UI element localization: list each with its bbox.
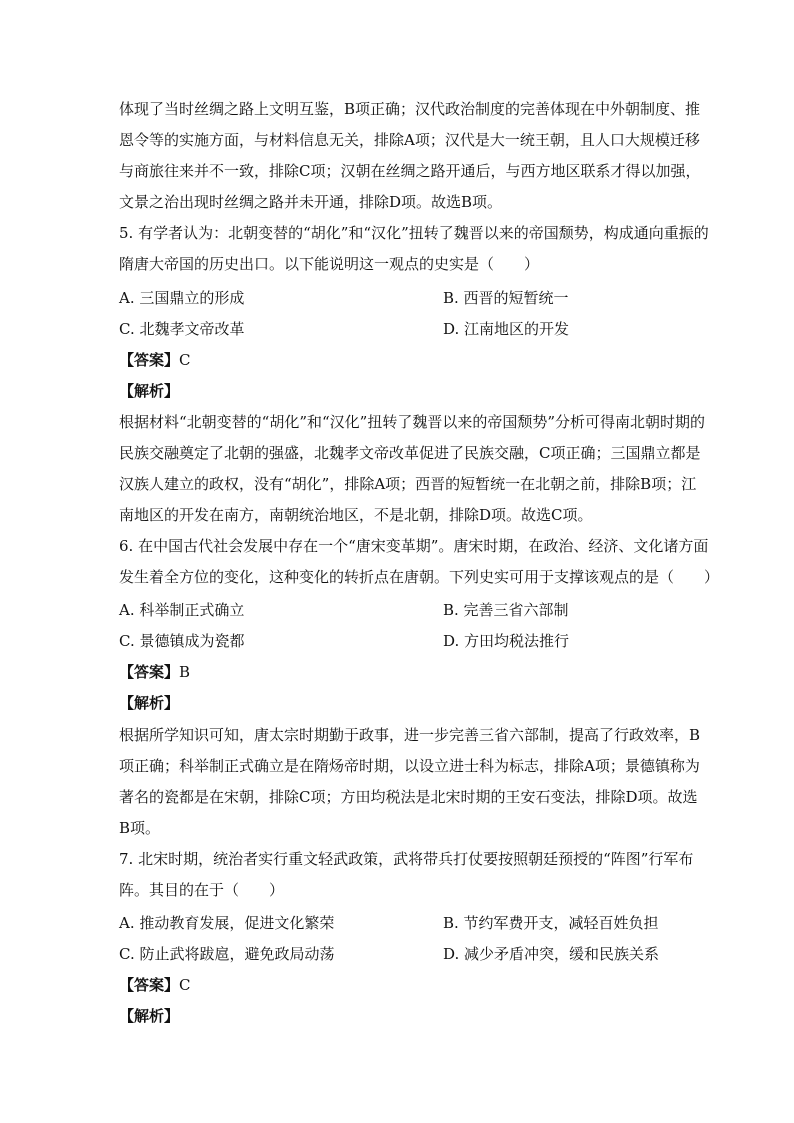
q5-analysis-label xyxy=(119,380,179,402)
q5-option-a: A. 三国鼎立的形成 xyxy=(119,289,245,307)
q6-option-a: A. 科举制正式确立 xyxy=(119,601,245,619)
q5-analysis-line: 南地区的开发在南方，南朝统治地区，不是北朝，排除D项。故选C项。 xyxy=(119,506,593,524)
q6-analysis-line: 根据所学知识可知，唐太宗时期勤于政事，进一步完善三省六部制，提高了行政效率，B xyxy=(119,726,701,744)
answer-label: 【答案】 xyxy=(119,663,180,681)
answer-value: C xyxy=(179,976,191,994)
q5-stem-line: 隋唐大帝国的历史出口。以下能说明这一观点的史实是（ ） xyxy=(119,255,540,273)
q7-stem-line: 7. 北宋时期，统治者实行重文轻武政策，武将带兵打仗要按照朝廷预授的“阵图”行军布 xyxy=(119,850,694,868)
answer-label: 【答案】 xyxy=(119,976,180,994)
q7-option-a: A. 推动教育发展，促进文化繁荣 xyxy=(119,914,335,932)
intro-line: 文景之治出现时丝绸之路并未开通，排除D项。故选B项。 xyxy=(119,193,503,211)
answer-label: 【答案】 xyxy=(119,351,180,369)
q7-stem-line: 阵。其目的在于（ ） xyxy=(119,881,285,899)
q6-stem-line: 发生着全方位的变化，这种变化的转折点在唐朝。下列史实可用于支撑该观点的是（ ） xyxy=(119,568,720,586)
answer-value: C xyxy=(179,351,191,369)
analysis-label: 【解析】 xyxy=(119,1007,180,1025)
q7-analysis-label xyxy=(119,1005,179,1027)
q6-stem-line: 6. 在中国古代社会发展中存在一个“唐宋变革期”。唐宋时期，在政治、经济、文化诸方面 xyxy=(119,537,709,555)
q6-analysis-line: 著名的瓷都是在宋朝，排除C项；方田均税法是北宋时期的王安石变法，排除D项。故选 xyxy=(119,788,698,806)
q5-analysis-line: 根据材料“北朝变替的“胡化”和“汉化”扭转了魏晋以来的帝国颓势”分析可得南北朝时期的 xyxy=(119,413,706,431)
q7-option-c: C. 防止武将跋扈，避免政局动荡 xyxy=(119,945,335,963)
q6-option-d: D. 方田均税法推行 xyxy=(443,632,570,650)
q7-answer xyxy=(119,974,191,996)
q7-option-d: D. 减少矛盾冲突，缓和民族关系 xyxy=(443,945,660,963)
analysis-label: 【解析】 xyxy=(119,694,180,712)
q5-analysis-line: 汉族人建立的政权，没有“胡化”，排除A项；西晋的短暂统一在北朝之前，排除B项；江 xyxy=(119,475,697,493)
q6-option-b: B. 完善三省六部制 xyxy=(443,601,569,619)
q5-option-b: B. 西晋的短暂统一 xyxy=(443,289,569,307)
answer-value: B xyxy=(179,663,191,681)
q5-analysis-line: 民族交融奠定了北朝的强盛，北魏孝文帝改革促进了民族交融，C项正确；三国鼎立都是 xyxy=(119,444,701,462)
q5-option-d: D. 江南地区的开发 xyxy=(443,320,570,338)
intro-line: 体现了当时丝绸之路上文明互鉴，B项正确；汉代政治制度的完善体现在中外朝制度、推 xyxy=(119,100,701,118)
q6-analysis-line: 项正确；科举制正式确立是在隋炀帝时期，以设立进士科为标志，排除A项；景德镇称为 xyxy=(119,757,700,775)
q6-analysis-label xyxy=(119,692,179,714)
q6-analysis-line: B项。 xyxy=(119,819,161,837)
q7-option-b: B. 节约军费开支，减轻百姓负担 xyxy=(443,914,659,932)
intro-line: 与商旅往来并不一致，排除C项；汉朝在丝绸之路开通后，与西方地区联系才得以加强， xyxy=(119,162,701,180)
q6-answer xyxy=(119,661,190,683)
q5-option-c: C. 北魏孝文帝改革 xyxy=(119,320,245,338)
q5-answer xyxy=(119,349,191,371)
q6-option-c: C. 景德镇成为瓷都 xyxy=(119,632,245,650)
analysis-label: 【解析】 xyxy=(119,382,180,400)
q5-stem-line: 5. 有学者认为：北朝变替的“胡化”和“汉化”扭转了魏晋以来的帝国颓势，构成通向重振的 xyxy=(119,224,709,242)
intro-line: 恩令等的实施方面，与材料信息无关，排除A项；汉代是大一统王朝，且人口大规模迁移 xyxy=(119,131,700,149)
